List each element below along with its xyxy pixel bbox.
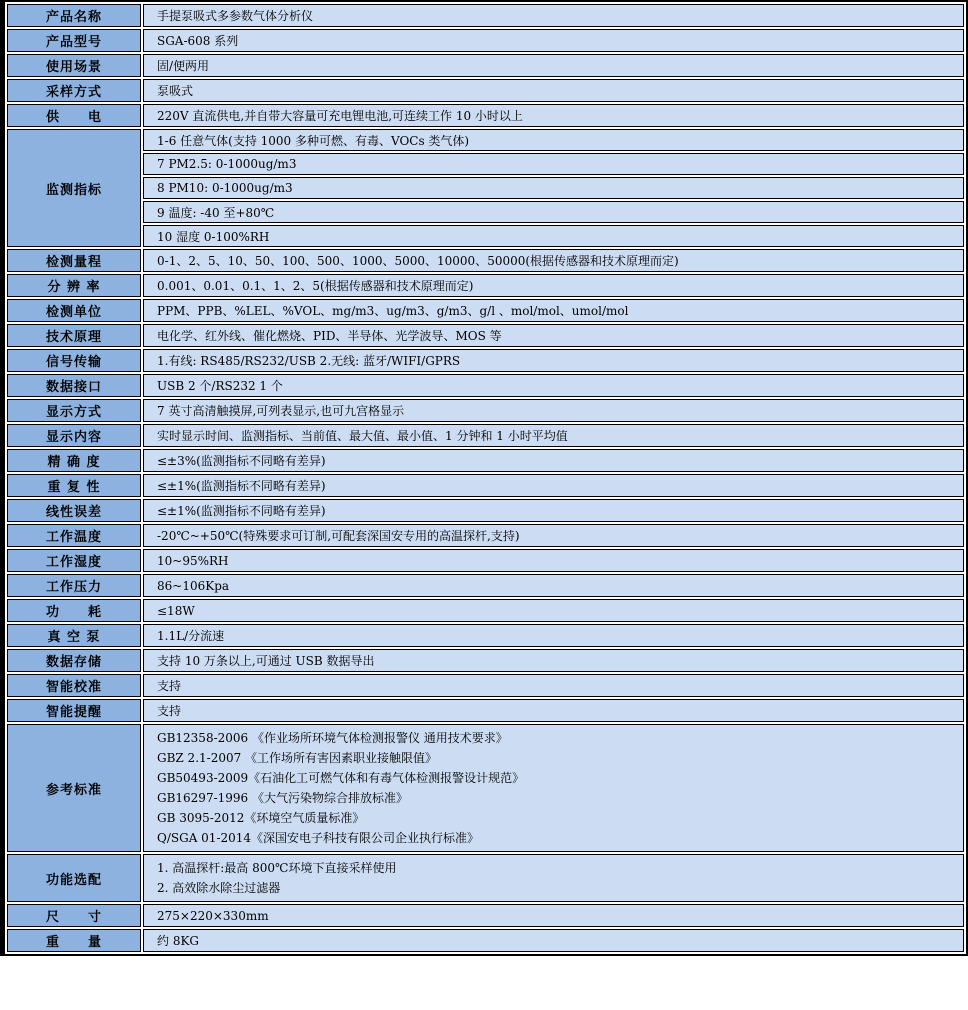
spec-value: 7 英寸高清触摸屏,可列表显示,也可九宫格显示: [143, 399, 964, 422]
spec-row: [7, 399, 964, 422]
spec-label: 采样方式: [7, 79, 141, 102]
spec-value: ≤±3%(监测指标不同略有差异): [143, 449, 964, 472]
spec-value-line: Q/SGA 01-2014《深国安电子科技有限公司企业执行标准》: [157, 831, 480, 845]
spec-value: 9 温度: -40 至+80℃: [143, 201, 964, 223]
spec-value: 泵吸式: [143, 79, 964, 102]
spec-label: 重 复 性: [7, 474, 141, 497]
spec-row: [7, 904, 964, 927]
spec-row: [7, 499, 964, 522]
spec-value-line: 1. 高温探杆:最高 800℃环境下直接采样使用: [157, 861, 397, 875]
spec-label: 智能校准: [7, 674, 141, 697]
spec-label: 产品型号: [7, 29, 141, 52]
spec-value: 支持 10 万条以上,可通过 USB 数据导出: [143, 649, 964, 672]
spec-row: [7, 225, 964, 247]
spec-row: [7, 854, 964, 902]
spec-label: 检测单位: [7, 299, 141, 322]
spec-value: ≤±1%(监测指标不同略有差异): [143, 499, 964, 522]
spec-value: 10~95%RH: [143, 549, 964, 572]
spec-label: 参考标准: [7, 724, 141, 852]
spec-label: 供 电: [7, 104, 141, 127]
spec-value: [143, 854, 964, 902]
spec-row: [7, 4, 964, 27]
spec-row: [7, 79, 964, 102]
spec-value: USB 2 个/RS232 1 个: [143, 374, 964, 397]
spec-label: 产品名称: [7, 4, 141, 27]
spec-row: [7, 724, 964, 852]
spec-value: 电化学、红外线、催化燃烧、PID、半导体、光学波导、MOS 等: [143, 324, 964, 347]
spec-label: 线性误差: [7, 499, 141, 522]
spec-value: 275×220×330mm: [143, 904, 964, 927]
spec-value: ≤±1%(监测指标不同略有差异): [143, 474, 964, 497]
spec-row: [7, 424, 964, 447]
spec-row: [7, 104, 964, 127]
spec-label: 技术原理: [7, 324, 141, 347]
spec-value-line: 2. 高效除水除尘过滤器: [157, 881, 281, 895]
spec-label: 精 确 度: [7, 449, 141, 472]
spec-label: 检测量程: [7, 249, 141, 272]
spec-value: 固/便两用: [143, 54, 964, 77]
spec-row: [7, 929, 964, 952]
spec-label: 功能选配: [7, 854, 141, 902]
spec-value: 86~106Kpa: [143, 574, 964, 597]
spec-row: [7, 201, 964, 223]
spec-value: 1.有线: RS485/RS232/USB 2.无线: 蓝牙/WIFI/GPRS: [143, 349, 964, 372]
spec-row: [7, 153, 964, 175]
spec-row: [7, 549, 964, 572]
spec-label: 重 量: [7, 929, 141, 952]
spec-row: [7, 299, 964, 322]
spec-label: 数据接口: [7, 374, 141, 397]
spec-row: [7, 349, 964, 372]
spec-value: ≤18W: [143, 599, 964, 622]
spec-value: PPM、PPB、%LEL、%VOL、mg/m3、ug/m3、g/m3、g/l 、mol/mol、umol/mol: [143, 299, 964, 322]
spec-row: [7, 599, 964, 622]
spec-label: 工作湿度: [7, 549, 141, 572]
spec-value-line: GB50493-2009《石油化工可燃气体和有毒气体检测报警设计规范》: [157, 771, 525, 785]
spec-row: [7, 649, 964, 672]
spec-label: 数据存储: [7, 649, 141, 672]
spec-row: [7, 699, 964, 722]
spec-row: [7, 29, 964, 52]
spec-value: 支持: [143, 699, 964, 722]
spec-value-line: GB 3095-2012《环境空气质量标准》: [157, 811, 365, 825]
spec-value: -20℃~+50℃(特殊要求可订制,可配套深国安专用的高温探杆,支持): [143, 524, 964, 547]
spec-label: 工作温度: [7, 524, 141, 547]
spec-label: 监测指标: [7, 129, 141, 247]
spec-value: 8 PM10: 0-1000ug/m3: [143, 177, 964, 199]
spec-value-line: GB16297-1996 《大气污染物综合排放标准》: [157, 791, 408, 805]
spec-value: 7 PM2.5: 0-1000ug/m3: [143, 153, 964, 175]
spec-value: 1-6 任意气体(支持 1000 多种可燃、有毒、VOCs 类气体): [143, 129, 964, 151]
spec-value: 约 8KG: [143, 929, 964, 952]
spec-row: [7, 474, 964, 497]
spec-value: 手提泵吸式多参数气体分析仪: [143, 4, 964, 27]
spec-table-body: [7, 4, 964, 952]
spec-value-line: GB12358-2006 《作业场所环境气体检测报警仪 通用技术要求》: [157, 731, 508, 745]
spec-label: 信号传输: [7, 349, 141, 372]
spec-label: 真 空 泵: [7, 624, 141, 647]
spec-row: [7, 574, 964, 597]
spec-value: 实时显示时间、监测指标、当前值、最大值、最小值、1 分钟和 1 小时平均值: [143, 424, 964, 447]
spec-value: 支持: [143, 674, 964, 697]
spec-value: 10 湿度 0-100%RH: [143, 225, 964, 247]
spec-row: [7, 177, 964, 199]
spec-label: 显示内容: [7, 424, 141, 447]
spec-label: 尺 寸: [7, 904, 141, 927]
spec-label: 功 耗: [7, 599, 141, 622]
spec-value: SGA-608 系列: [143, 29, 964, 52]
spec-row: [7, 374, 964, 397]
spec-label: 智能提醒: [7, 699, 141, 722]
spec-row: [7, 129, 964, 151]
spec-value: 220V 直流供电,并自带大容量可充电锂电池,可连续工作 10 小时以上: [143, 104, 964, 127]
spec-value: 0-1、2、5、10、50、100、500、1000、5000、10000、50000(根据传感器和技术原理而定): [143, 249, 964, 272]
spec-value-line: GBZ 2.1-2007 《工作场所有害因素职业接触限值》: [157, 751, 438, 765]
spec-label: 使用场景: [7, 54, 141, 77]
spec-label: 工作压力: [7, 574, 141, 597]
spec-label: 分 辨 率: [7, 274, 141, 297]
spec-row: [7, 54, 964, 77]
spec-row: [7, 449, 964, 472]
spec-row: [7, 674, 964, 697]
spec-row: [7, 274, 964, 297]
spec-value: 1.1L/分流速: [143, 624, 964, 647]
spec-value: [143, 724, 964, 852]
spec-value: 0.001、0.01、0.1、1、2、5(根据传感器和技术原理而定): [143, 274, 964, 297]
spec-row: [7, 624, 964, 647]
spec-row: [7, 249, 964, 272]
spec-label: 显示方式: [7, 399, 141, 422]
spec-row: [7, 324, 964, 347]
spec-row: [7, 524, 964, 547]
